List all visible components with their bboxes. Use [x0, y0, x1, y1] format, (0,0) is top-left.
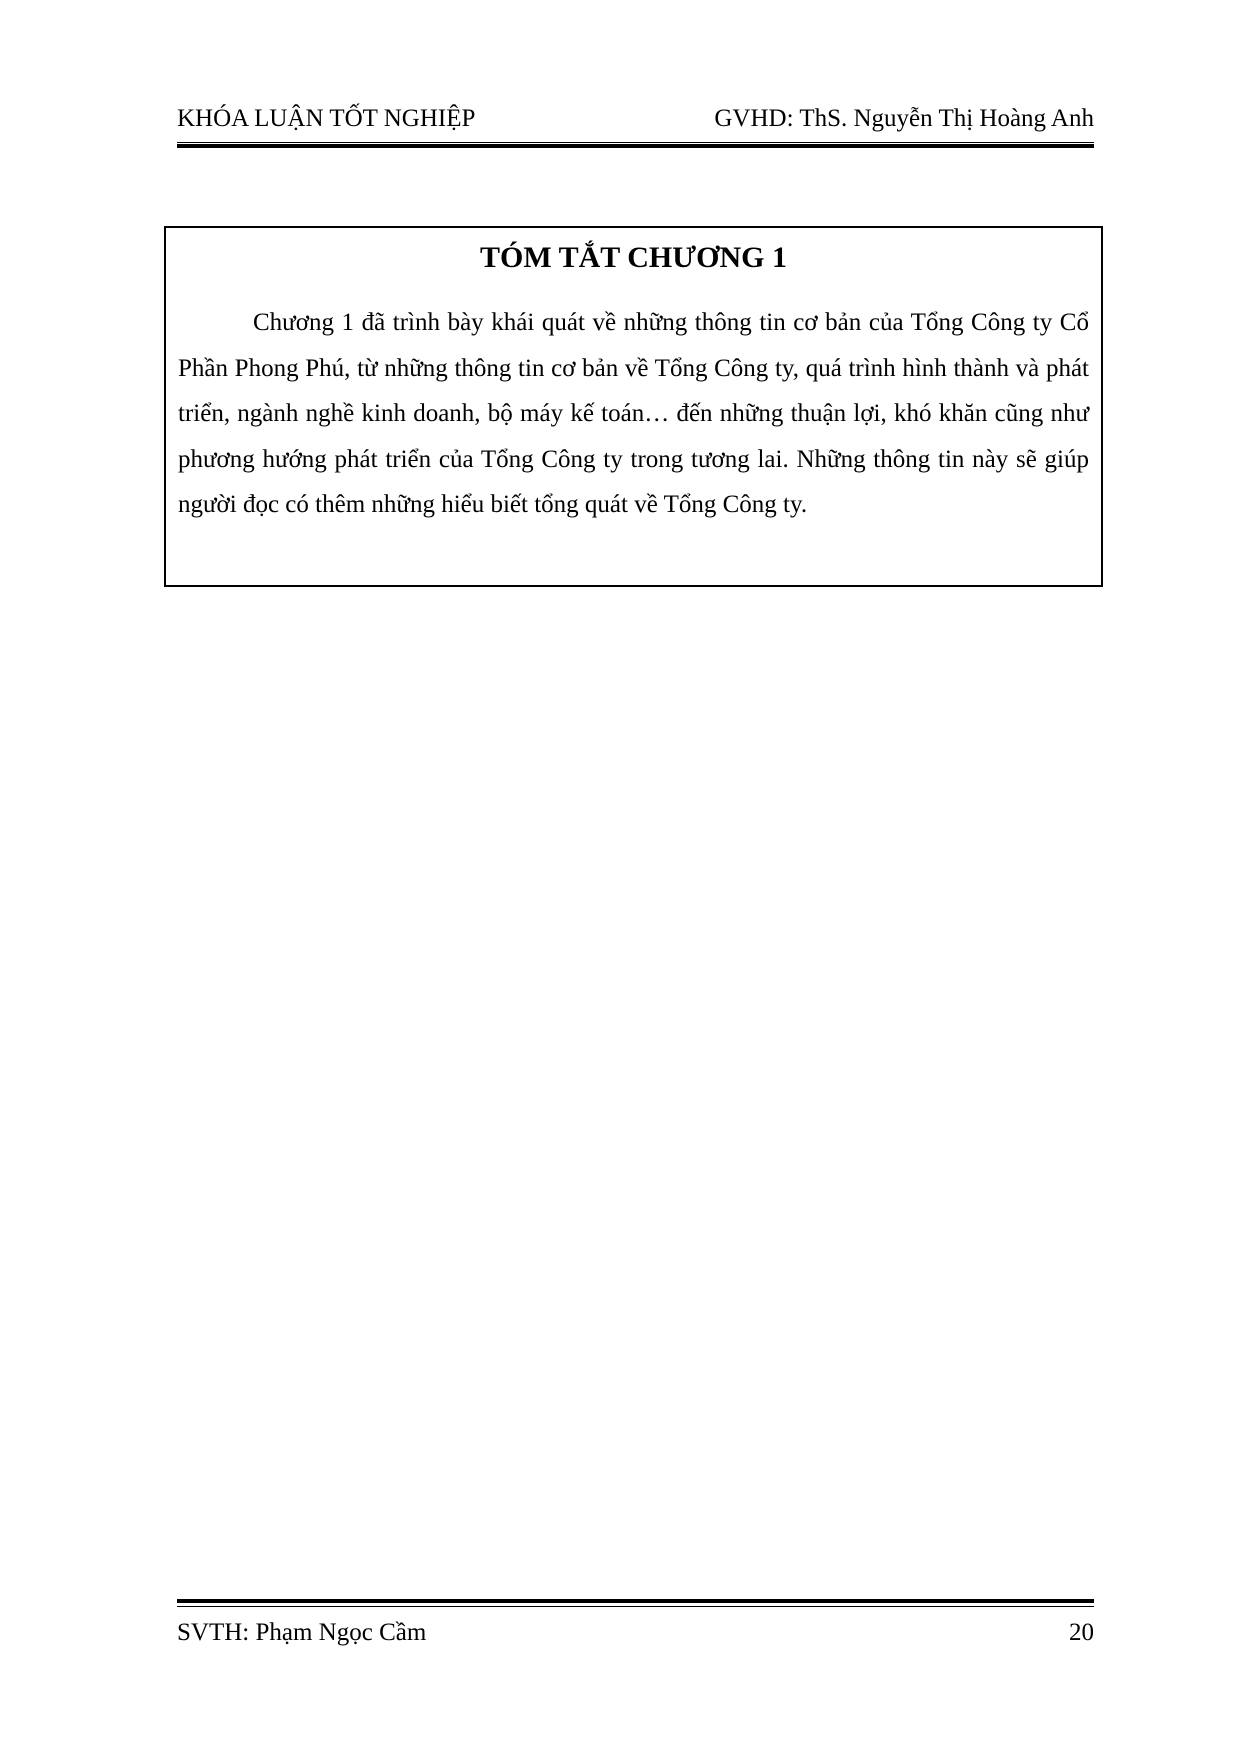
page-footer — [177, 1599, 1094, 1665]
chapter-summary-box — [164, 226, 1103, 587]
summary-title: TÓM TẮT CHƯƠNG 1 — [480, 241, 787, 274]
thesis-label: KHÓA LUẬN TỐT NGHIỆP — [177, 105, 476, 132]
student-label: SVTH: Phạm Ngọc Cầm — [177, 1619, 427, 1646]
summary-paragraph: Chương 1 đã trình bày khái quát về những thông tin cơ bản của Tổng Công ty Cổ Phần Phong Phú, từ những thông tin cơ bản về Tổng Công ty, quá trình hình thành và phát triển, ngành nghề kinh doanh, bộ máy kế toán… đến những thuận lợi, khó khăn cũng như phương hướng phát triển của Tổng Công ty trong tương lai. Những thông tin này sẽ giúp người đọc có thêm những hiểu biết tổng quát về Tổng Công ty. — [178, 309, 1089, 518]
page-number: 20 — [1069, 1619, 1094, 1646]
page-header — [177, 100, 1094, 143]
advisor-label: GVHD: ThS. Nguyễn Thị Hoàng Anh — [714, 105, 1094, 132]
